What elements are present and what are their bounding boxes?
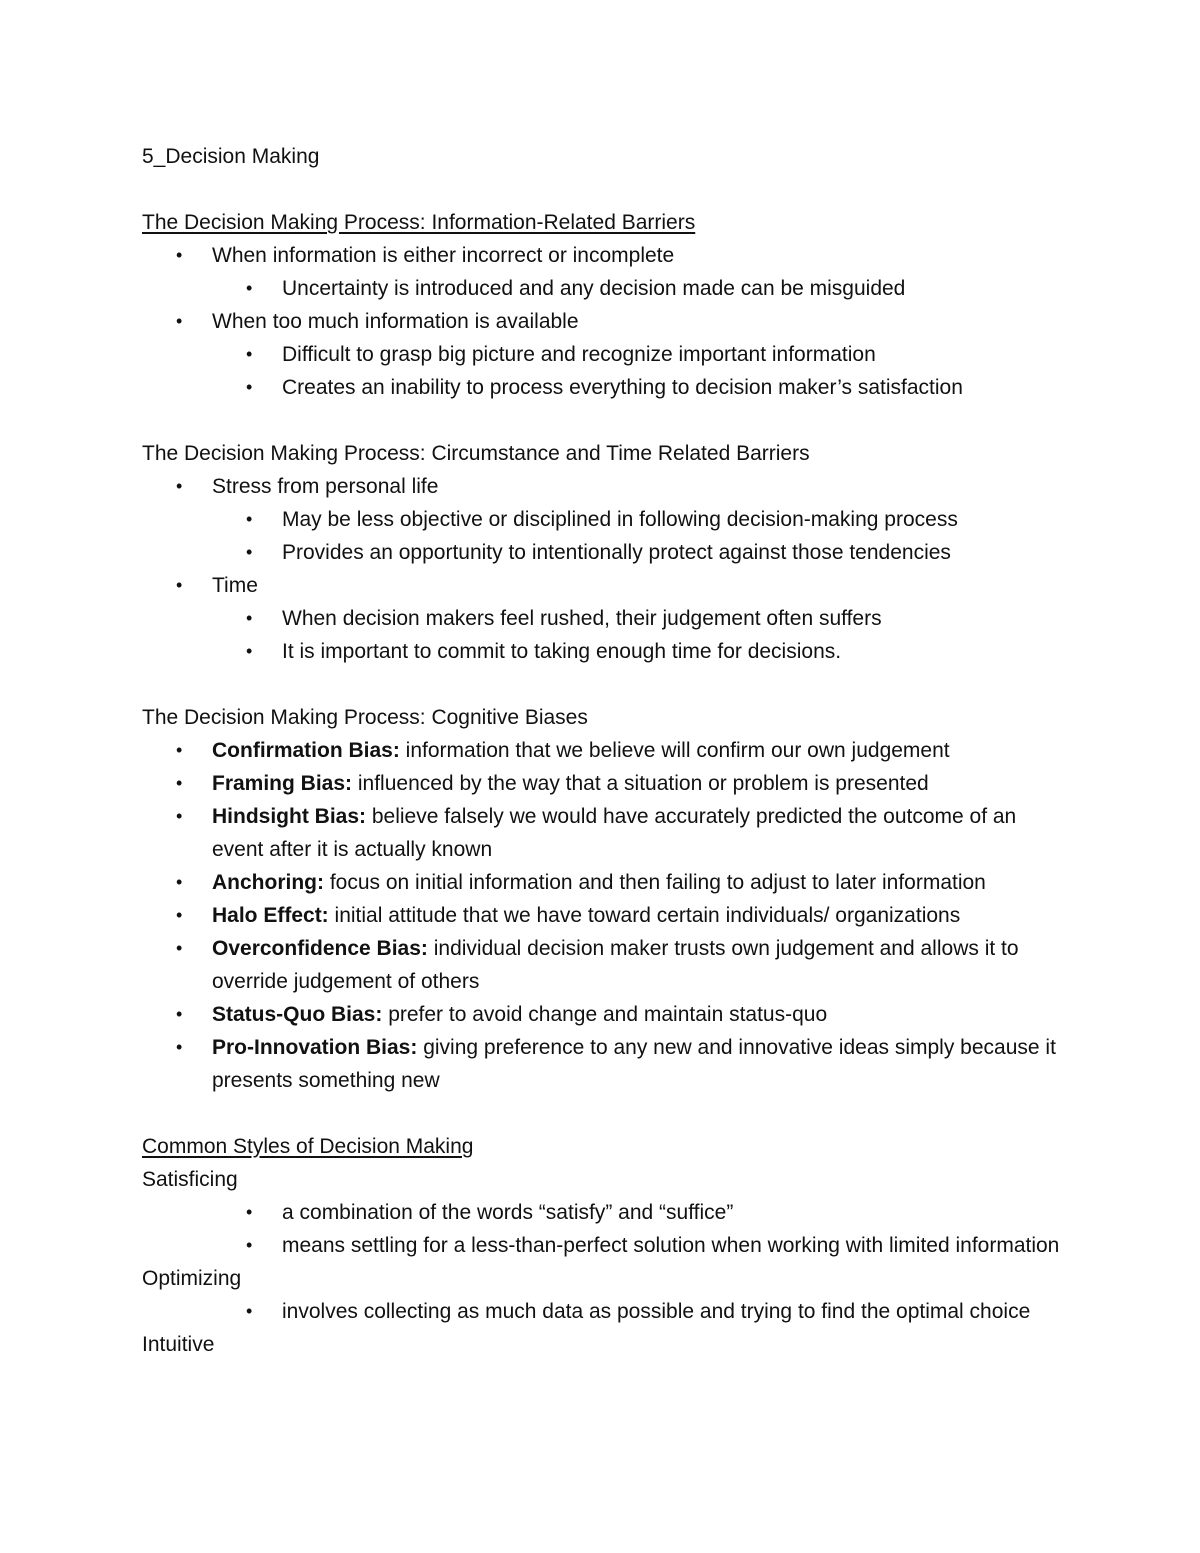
style-label-satisficing: Satisficing	[142, 1168, 238, 1191]
bullet-icon: •	[246, 509, 253, 529]
list-item: • Framing Bias: influenced by the way that a situation or problem is presented	[142, 767, 1072, 800]
bullet-icon: •	[246, 1235, 253, 1255]
list-item: • a combination of the words “satisfy” and “suffice”	[142, 1196, 1072, 1229]
list-item: • When too much information is available	[142, 305, 1072, 338]
bullet-icon: •	[176, 740, 183, 760]
list-item: • Stress from personal life	[142, 470, 1072, 503]
bullet-icon: •	[176, 773, 183, 793]
bullet-icon: •	[246, 641, 253, 661]
bullet-icon: •	[246, 1301, 253, 1321]
list-item: • involves collecting as much data as possible and trying to find the optimal choice	[142, 1295, 1072, 1328]
bullet-icon: •	[176, 872, 183, 892]
style-label-optimizing: Optimizing	[142, 1267, 242, 1290]
section-heading-cognitive-biases: The Decision Making Process: Cognitive Biases	[142, 706, 588, 729]
list-item: • Difficult to grasp big picture and recognize important information	[142, 338, 1072, 371]
bullet-icon: •	[176, 575, 183, 595]
information-barriers-list	[142, 239, 1072, 272]
list-item: • When decision makers feel rushed, their judgement often suffers	[142, 602, 1072, 635]
list-item: • Anchoring: focus on initial information and then failing to adjust to later information	[142, 866, 1072, 899]
bullet-icon: •	[176, 245, 183, 265]
list-item: • Overconfidence Bias: individual decision maker trusts own judgement and allows it to override judgement of others	[142, 932, 1072, 998]
bullet-icon: •	[246, 1202, 253, 1222]
list-item: • Pro-Innovation Bias: giving preference to any new and innovative ideas simply because it presents something new	[142, 1031, 1072, 1097]
section-heading-time-barriers: The Decision Making Process: Circumstance and Time Related Barriers	[142, 442, 810, 465]
list-item: • Time	[142, 569, 1072, 602]
document-page	[142, 140, 1072, 1361]
bullet-icon: •	[246, 344, 253, 364]
cognitive-biases-list	[142, 734, 1072, 1097]
bullet-icon: •	[176, 1037, 183, 1057]
bullet-icon: •	[246, 278, 253, 298]
bullet-icon: •	[176, 806, 183, 826]
style-label-intuitive: Intuitive	[142, 1333, 215, 1356]
bullet-icon: •	[246, 377, 253, 397]
list-item: • Confirmation Bias: information that we believe will confirm our own judgement	[142, 734, 1072, 767]
bullet-icon: •	[176, 1004, 183, 1024]
list-item: • Status-Quo Bias: prefer to avoid change and maintain status-quo	[142, 998, 1072, 1031]
list-item: • Provides an opportunity to intentionally protect against those tendencies	[142, 536, 1072, 569]
list-item: • When information is either incorrect or incomplete	[142, 239, 1072, 272]
list-item: • Creates an inability to process everything to decision maker’s satisfaction	[142, 371, 1072, 404]
bullet-icon: •	[246, 608, 253, 628]
bullet-icon: •	[176, 938, 183, 958]
bullet-icon: •	[176, 905, 183, 925]
list-item: • May be less objective or disciplined in following decision-making process	[142, 503, 1072, 536]
list-item: • It is important to commit to taking enough time for decisions.	[142, 635, 1072, 668]
list-item: • Halo Effect: initial attitude that we have toward certain individuals/ organizations	[142, 899, 1072, 932]
section-heading-information-barriers: The Decision Making Process: Information-Related Barriers	[142, 211, 696, 234]
bullet-icon: •	[176, 311, 183, 331]
list-item: • means settling for a less-than-perfect solution when working with limited information	[142, 1229, 1072, 1262]
document-title: 5_Decision Making	[142, 145, 320, 168]
section-heading-decision-styles: Common Styles of Decision Making	[142, 1135, 474, 1158]
bullet-icon: •	[176, 476, 183, 496]
bullet-icon: •	[246, 542, 253, 562]
list-item: • Uncertainty is introduced and any decision made can be misguided	[142, 272, 1072, 305]
list-item: • Hindsight Bias: believe falsely we would have accurately predicted the outcome of an event after it is actually known	[142, 800, 1072, 866]
